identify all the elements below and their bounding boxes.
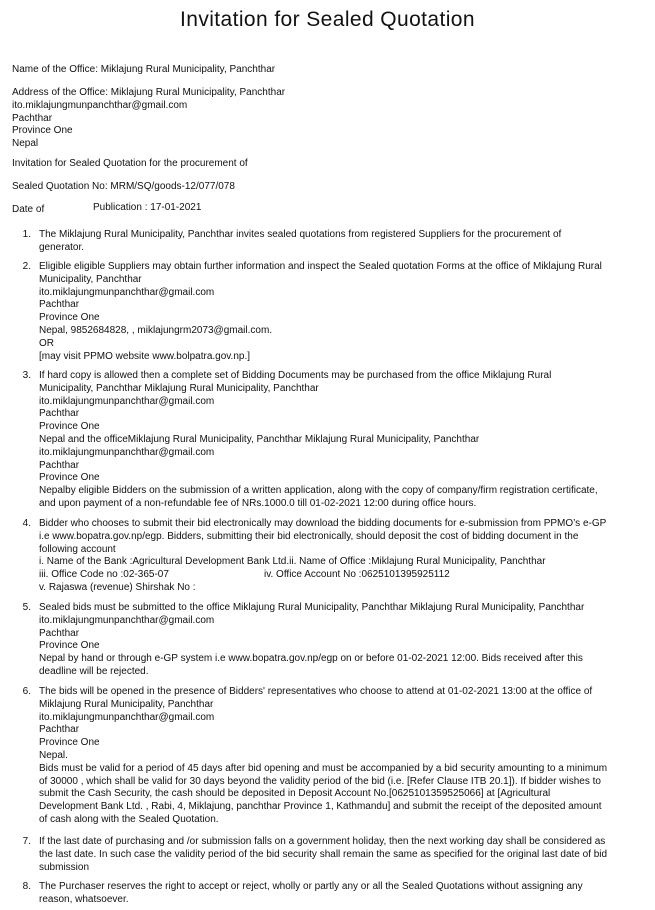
clause-line: ito.miklajungmunpanchthar@gmail.com xyxy=(39,614,215,626)
clause-line: If the last date of purchasing and /or submission falls on a government holiday, then the next working day shall be considered as xyxy=(39,836,606,847)
clause-line: following account xyxy=(39,543,116,555)
clause-line: Municipality, Panchthar xyxy=(39,273,142,285)
clause-line: Miklajung Rural Municipality, Panchthar xyxy=(39,698,214,710)
publication-date: Publication : 17-01-2021 xyxy=(93,202,202,213)
clause-line: Province One xyxy=(39,640,100,652)
document-title: Invitation for Sealed Quotation xyxy=(180,8,475,31)
clause-line: Development Bank Ltd. , Rabi, 4, Miklajung, panchthar Province 1, Kathmandu] and submit the receipt of the deposited amount xyxy=(39,801,602,813)
clause-line: The bids will be opened in the presence of Bidders' representatives who choose to attend at 01-02-2021 13:00 at the office of xyxy=(39,686,593,697)
clause-line: Province One xyxy=(39,312,100,324)
clause-line: submission xyxy=(39,861,90,873)
clause-line: ito.miklajungmunpanchthar@gmail.com xyxy=(39,711,215,723)
office-district: Pachthar xyxy=(12,112,53,124)
clause-line: Nepal by hand or through e-GP system i.e www.bopatra.gov.np/egp on or before 01-02-2021 12:00. Bids received after this xyxy=(39,653,583,665)
date-label: Date of xyxy=(12,204,45,215)
clause-line: Nepal, 9852684828, , miklajungrm2073@gmail.com. xyxy=(39,325,273,336)
clause-line: v. Rajaswa (revenue) Shirshak No : xyxy=(39,582,196,593)
clause-line: Pachthar xyxy=(39,408,80,420)
clause-line: ito.miklajungmunpanchthar@gmail.com xyxy=(39,286,215,298)
clause-number: 8. xyxy=(22,881,31,892)
clause-line: Eligible eligible Suppliers may obtain further information and inspect the Sealed quotation Forms at the office of Miklajung Rural xyxy=(39,261,602,272)
clause-line: the last date. In such case the validity period of the bid security shall remain the same as specified for the original last date of bid xyxy=(39,848,608,860)
clause-line: Pachthar xyxy=(39,724,80,736)
clause-line: Province One xyxy=(39,472,100,484)
clause-line: [may visit PPMO website www.bolpatra.gov.np.] xyxy=(39,350,251,362)
procurement-line: Invitation for Sealed Quotation for the procurement of xyxy=(12,158,248,169)
clause-line: Nepal and the officeMiklajung Rural Municipality, Panchthar Miklajung Rural Municipality, Panchthar xyxy=(39,434,480,445)
clause-line: iii. Office Code no :02-365-07 xyxy=(39,569,169,581)
office-name: Name of the Office: Miklajung Rural Municipality, Panchthar xyxy=(12,64,276,75)
clause-line: deadline will be rejected. xyxy=(39,666,149,677)
office-province: Province One xyxy=(12,125,73,137)
clause-line: Province One xyxy=(39,737,100,749)
clause-number: 1. xyxy=(22,229,31,240)
clause-line: i. Name of the Bank :Agricultural Development Bank Ltd.ii. Name of Office :Miklajung Rural Municipality, Panchthar xyxy=(39,556,546,568)
clause-line: Pachthar xyxy=(39,627,80,639)
clause-number: 2. xyxy=(22,261,31,272)
clause-number: 7. xyxy=(22,836,31,847)
clause-line: Nepal. xyxy=(39,750,68,761)
clause-line: and upon payment of a non-refundable fee of NRs.1000.0 till 01-02-2021 12:00 during office hours. xyxy=(39,498,477,509)
office-email: ito.miklajungmunpanchthar@gmail.com xyxy=(12,99,188,111)
clause-line: i.e www.bopatra.gov.np/egp. Bidders, submitting their bid electronically, should deposit the cost of bidding document in the xyxy=(39,530,579,542)
clause-line: ito.miklajungmunpanchthar@gmail.com xyxy=(39,446,215,458)
clause-line: OR xyxy=(39,337,54,349)
clause-line: Bidder who chooses to submit their bid electronically may download the bidding documents for e-submission from PPMO’s e-GP xyxy=(39,518,607,529)
clause-line: Pachthar xyxy=(39,299,80,311)
clause-line: The Miklajung Rural Municipality, Panchthar invites sealed quotations from registered Suppliers for the procurement of xyxy=(39,229,562,240)
clause-number: 5. xyxy=(22,602,31,613)
clause-number: 4. xyxy=(22,518,31,529)
office-account-number: iv. Office Account No :0625101395925112 xyxy=(264,569,450,581)
clause-line: Sealed bids must be submitted to the office Miklajung Rural Municipality, Panchthar Miklajung Rural Municipality, Panchthar xyxy=(39,602,585,613)
clause-line: Pachthar xyxy=(39,459,80,471)
clause-line: Nepalby eligible Bidders on the submission of a written application, along with the copy of company/firm registration certificate, xyxy=(39,485,598,497)
clause-line: of cash along with the Sealed Quotation. xyxy=(39,814,219,825)
sealed-quotation-number: Sealed Quotation No: MRM/SQ/goods-12/077/078 xyxy=(12,181,235,192)
clause-line: generator. xyxy=(39,241,85,253)
clause-line: submit the Cash Security, the cash should be deposited in Deposit Account No.[0625101359525066] at [Agricultural xyxy=(39,788,551,800)
clause-line: If hard copy is allowed then a complete set of Bidding Documents may be purchased from the office Miklajung Rural xyxy=(39,370,552,381)
clause-line: ito.miklajungmunpanchthar@gmail.com xyxy=(39,395,215,407)
clause-line: reason, whatsoever. xyxy=(39,893,129,905)
office-address-line: Address of the Office: Miklajung Rural Municipality, Panchthar xyxy=(12,87,286,98)
office-country: Nepal xyxy=(12,138,39,150)
clause-line: Municipality, Panchthar Miklajung Rural Municipality, Panchthar xyxy=(39,382,319,394)
clause-number: 3. xyxy=(22,370,31,381)
clause-line: of 30000 , which shall be valid for 30 days beyond the validity period of the bid (i.e. [Refer Clause ITB 20.1]). If bidder wishes to xyxy=(39,775,601,787)
clause-line: Bids must be valid for a period of 45 days after bid opening and must be accompanied by a bid security amounting to a minimum xyxy=(39,762,608,774)
clause-line: Province One xyxy=(39,421,100,433)
clause-line: The Purchaser reserves the right to accept or reject, wholly or partly any or all the Sealed Quotations without assigning any xyxy=(39,881,583,892)
clause-number: 6. xyxy=(22,686,31,697)
